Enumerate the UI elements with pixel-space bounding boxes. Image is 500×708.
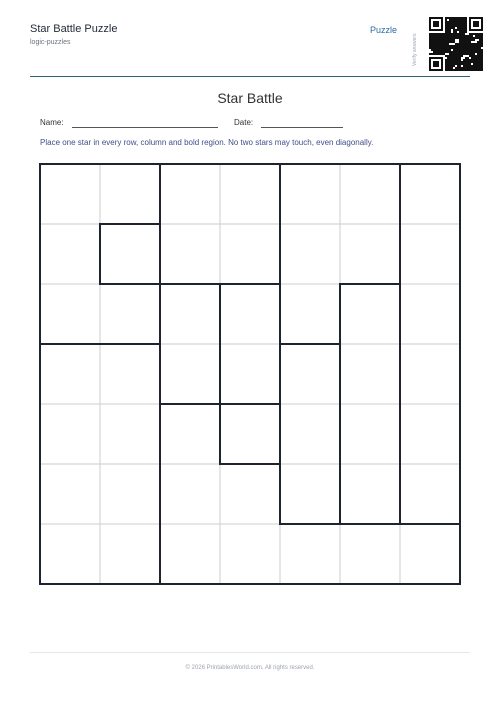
grid-cell[interactable] (340, 404, 400, 464)
grid-cell[interactable] (220, 464, 280, 524)
grid-cell[interactable] (280, 464, 340, 524)
header-subtitle: logic-puzzles (30, 39, 71, 46)
puzzle-grid[interactable] (38, 162, 462, 586)
grid-cell[interactable] (340, 524, 400, 584)
date-line[interactable] (261, 127, 343, 128)
grid-cell[interactable] (100, 164, 160, 224)
grid-cell[interactable] (40, 284, 100, 344)
footer-copyright: © 2026 PrintablesWorld.com. All rights reserved. (185, 665, 315, 671)
grid-cell[interactable] (160, 464, 220, 524)
grid-cell[interactable] (160, 404, 220, 464)
instructions: Place one star in every row, column and bold region. No two stars may touch, even diagonally. (40, 138, 374, 147)
grid-cell[interactable] (160, 224, 220, 284)
page-title: Star Battle (217, 90, 283, 106)
grid-cell[interactable] (220, 404, 280, 464)
grid-cell[interactable] (220, 524, 280, 584)
grid-cell[interactable] (280, 404, 340, 464)
grid-cell[interactable] (40, 344, 100, 404)
name-label: Name: (40, 118, 64, 127)
grid-cell[interactable] (340, 284, 400, 344)
grid-cell[interactable] (280, 284, 340, 344)
grid-cell[interactable] (40, 464, 100, 524)
grid-cell[interactable] (160, 344, 220, 404)
grid-cell[interactable] (400, 344, 460, 404)
grid-cell[interactable] (160, 524, 220, 584)
grid-cell[interactable] (40, 164, 100, 224)
grid-cell[interactable] (340, 164, 400, 224)
grid-cell[interactable] (100, 404, 160, 464)
grid-cell[interactable] (220, 344, 280, 404)
header-title: Star Battle Puzzle (30, 23, 118, 35)
grid-cell[interactable] (280, 224, 340, 284)
grid-cell[interactable] (340, 224, 400, 284)
grid-cell[interactable] (400, 284, 460, 344)
date-label: Date: (234, 118, 254, 127)
grid-cell[interactable] (220, 224, 280, 284)
grid-cell[interactable] (280, 344, 340, 404)
grid-cell[interactable] (400, 404, 460, 464)
grid-cell[interactable] (400, 224, 460, 284)
grid-cell[interactable] (160, 284, 220, 344)
grid-cell[interactable] (280, 524, 340, 584)
name-line[interactable] (72, 127, 218, 128)
header-tag[interactable]: Puzzle (370, 25, 398, 35)
grid-cell[interactable] (220, 164, 280, 224)
header-rule (30, 76, 470, 77)
grid-cell[interactable] (40, 224, 100, 284)
verify-label: Verify answers (412, 33, 418, 66)
grid-cell[interactable] (340, 344, 400, 404)
grid-cell[interactable] (40, 524, 100, 584)
qr-code-icon[interactable] (429, 17, 483, 71)
grid-cell[interactable] (100, 224, 160, 284)
grid-cell[interactable] (100, 524, 160, 584)
grid-cell[interactable] (400, 164, 460, 224)
grid-cell[interactable] (100, 464, 160, 524)
footer-rule (30, 652, 470, 653)
grid-cell[interactable] (40, 404, 100, 464)
grid-cell[interactable] (400, 524, 460, 584)
grid-cell[interactable] (100, 284, 160, 344)
grid-cell[interactable] (280, 164, 340, 224)
grid-cell[interactable] (400, 464, 460, 524)
grid-cell[interactable] (100, 344, 160, 404)
grid-cell[interactable] (160, 164, 220, 224)
grid-cell[interactable] (340, 464, 400, 524)
grid-cell[interactable] (220, 284, 280, 344)
